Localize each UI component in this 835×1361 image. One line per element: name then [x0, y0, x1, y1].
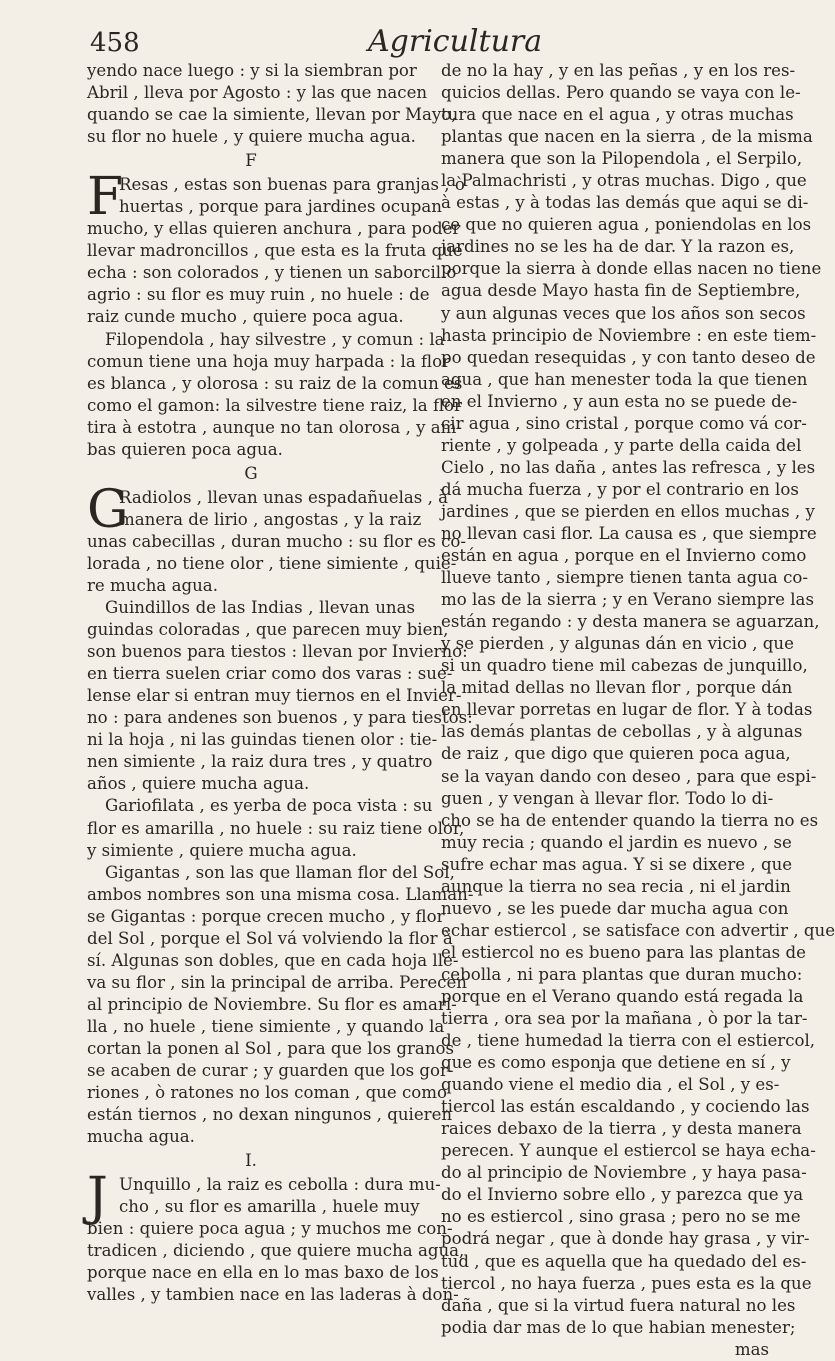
text-line: riones , ò ratones no los coman , que como [87, 1083, 447, 1103]
text-line: cortan la ponen al Sol , para que los granos [87, 1038, 455, 1058]
text-line: ambos nombres son una misma cosa. Llaman- [87, 884, 474, 904]
paragraph [87, 795, 465, 861]
text-line: están en agua , porque en el Invierno como [441, 546, 807, 566]
text-line: comun tiene una hoja muy harpada : la flor [87, 351, 450, 371]
text-line: plantas que nacen en la sierra , de la misma [441, 127, 813, 147]
section-letter: G [244, 463, 258, 483]
text-line: dá mucha fuerza , y por el contrario en los [441, 479, 799, 499]
text-line: la mitad dellas no llevan flor , porque dán [441, 678, 793, 698]
text-line: la Palmachristi , y otras muchas. Digo , que [441, 171, 807, 191]
text-line: cho se ha de entender quando la tierra no es [441, 810, 819, 830]
text-line: años , quiere mucha agua. [87, 774, 310, 794]
text-line: agua desde Mayo hasta fin de Septiembre, [441, 281, 801, 301]
text-line: en el Invierno , y aun esta no se puede de- [441, 391, 798, 411]
text-line: cir agua , sino cristal , porque como vá cor- [441, 413, 807, 433]
text-line: quando viene el medio dia , el Sol , y es- [441, 1075, 780, 1095]
text-line: Unquillo , la raiz es cebolla : dura mu- [119, 1175, 441, 1195]
text-line: están regando : y desta manera se aguarzan, [441, 612, 820, 632]
paragraph [87, 862, 474, 1149]
text-line: Guindillos de las Indias , llevan unas [105, 598, 415, 618]
text-line: en llevar porretas en lugar de flor. Y à todas [441, 700, 813, 720]
text-line: tierra , ora sea por la mañana , ò por la tar- [441, 1009, 808, 1029]
text-line: tira à estotra , aunque no tan olorosa , y am- [87, 417, 463, 437]
text-line: y simiente , quiere mucha agua. [87, 840, 357, 860]
text-line: valles , y tambien nace en las laderas à don- [87, 1285, 459, 1305]
paragraph [87, 60, 457, 148]
left-column [87, 60, 474, 1306]
text-line: son buenos para tiestos : llevan por Invierno: [87, 642, 468, 662]
text-line: lorada , no tiene olor , tiene simiente , quie- [87, 553, 457, 573]
text-line: ni la hoja , ni las guindas tienen olor : tie- [87, 730, 438, 750]
text-line: ce que no quieren agua , poniendolas en los [441, 215, 812, 235]
text-line: no : para andenes son buenos , y para tiestos: [87, 708, 473, 728]
text-line: va su flor , sin la principal de arriba. Perecen [87, 972, 467, 992]
text-line: unas cabecillas , duran mucho : su flor es co- [87, 531, 467, 551]
running-title: Agricultura [368, 24, 543, 59]
text-line: quando se cae la simiente, llevan por Mayo, [87, 105, 457, 125]
text-line: podia dar mas de lo que habian menester; [441, 1317, 796, 1337]
text-line: raiz cunde mucho , quiere poca agua. [87, 307, 404, 327]
text-line: sufre echar mas agua. Y si se dixere , que [441, 854, 793, 874]
text-line: porque en el Verano quando está regada la [441, 986, 804, 1006]
text-line: Cielo , no las daña , antes las refresca , y les [441, 457, 816, 477]
drop-cap: F [87, 167, 124, 228]
text-line: riente , y golpeada , y parte della caida del [441, 435, 802, 455]
text-line: lense elar si entran muy tiernos en el Invier- [87, 686, 462, 706]
text-line: de no la hay , y en las peñas , y en los res- [441, 61, 796, 80]
text-line: jardines , que se pierden en ellos muchas , y [441, 501, 815, 521]
text-line: guen , y vengan à llevar flor. Todo lo di- [441, 788, 774, 808]
text-line: muy recia ; quando el jardin es nuevo , se [441, 832, 792, 852]
text-line: tiercol las están escaldando , y cociendo las [441, 1097, 810, 1117]
text-line: y aun algunas veces que los años son secos [441, 303, 806, 323]
drop-cap-paragraph [87, 167, 465, 328]
text-line: lla , no huele , tiene simiente , y quando la [87, 1016, 445, 1036]
text-line: manera de lirio , angostas , y la raiz [119, 509, 422, 529]
page-header [0, 22, 800, 62]
text-line: nen simiente , la raiz dura tres , y quatro [87, 752, 433, 772]
text-line: echar estiercol , se satisface con advertir , que [441, 920, 835, 940]
text-line: mucha agua. [87, 1127, 195, 1147]
text-line: do el Invierno sobre ello , y parezca que ya [441, 1185, 804, 1205]
text-line: en tierra suelen criar como dos varas : sue- [87, 664, 453, 684]
text-line: nuevo , se les puede dar mucha agua con [441, 898, 789, 918]
text-line: raices debaxo de la tierra , y desta manera [441, 1119, 802, 1139]
text-line: quicios dellas. Pero quando se vaya con le- [441, 83, 801, 103]
text-line: daña , que si la virtud fuera natural no les [441, 1295, 796, 1315]
section-letter: I. [245, 1151, 257, 1171]
text-line: están tiernos , no dexan ningunos , quieren [87, 1105, 453, 1125]
text-line: es blanca , y olorosa : su raiz de la comun es [87, 373, 463, 393]
paragraph [87, 597, 473, 795]
text-line: cebolla , ni para plantas que duran mucho: [441, 964, 803, 984]
text-line: podrá negar , que à donde hay grasa , y vir- [441, 1229, 810, 1249]
drop-cap-paragraph [87, 479, 467, 597]
section-letter: F [245, 151, 257, 171]
right-column [441, 60, 835, 1361]
text-line: de , tiene humedad la tierra con el estiercol, [441, 1031, 816, 1051]
text-line: perecen. Y aunque el estiercol se haya echa- [441, 1141, 816, 1161]
text-line: llueve tanto , siempre tienen tanta agua co- [441, 568, 808, 588]
text-line: si un quadro tiene mil cabezas de junquillo, [441, 656, 808, 676]
text-line: aunque la tierra no sea recia , ni el jardin [441, 876, 791, 896]
text-line: flor es amarilla , no huele : su raiz tiene olor, [87, 818, 465, 838]
page-number: 458 [90, 28, 140, 58]
text-line: po quedan resequidas , y con tanto deseo de [441, 347, 816, 367]
text-line: Resas , estas son buenas para granjas , ò [119, 175, 465, 195]
text-line: se Gigantas : porque crecen mucho , y flor [87, 906, 445, 926]
text-line: hasta principio de Noviembre : en este tiem- [441, 325, 817, 345]
text-line: se acaben de curar ; y guarden que los gor- [87, 1061, 454, 1081]
text-line: el estiercol no es bueno para las plantas de [441, 942, 806, 962]
text-line: echa : son colorados , y tienen un saborcillo [87, 263, 457, 283]
text-line: Filopendola , hay silvestre , y comun : la [105, 329, 445, 349]
text-line: las demás plantas de cebollas , y à algunas [441, 722, 803, 742]
text-line: tiercol , no haya fuerza , pues esta es la que [441, 1273, 812, 1293]
text-line: tradicen , diciendo , que quiere mucha agua, [87, 1241, 465, 1261]
text-line: manera que son la Pilopendola , el Serpilo, [441, 149, 803, 169]
text-line: huertas , porque para jardines ocupan [119, 197, 442, 217]
text-line: cho , su flor es amarilla , huele muy [119, 1197, 420, 1217]
text-line: agua , que han menester toda la que tienen [441, 369, 808, 389]
text-line: à estas , y à todas las demás que aqui se di- [441, 193, 809, 213]
text-line: porque la sierra à donde ellas nacen no tiene [441, 259, 822, 279]
text-line: mucho, y ellas quieren anchura , para poder [87, 219, 461, 239]
text-line: llevar madroncillos , que esta es la fruta que [87, 241, 463, 261]
text-line: como el gamon: la silvestre tiene raiz, la flor [87, 395, 462, 415]
text-line: guindas coloradas , que parecen muy bien, [87, 620, 449, 640]
text-line: de raiz , que digo que quieren poca agua, [441, 744, 791, 764]
text-line: no llevan casi flor. La causa es , que siempre [441, 523, 817, 543]
text-line: tud , que es aquella que ha quedado del es- [441, 1251, 807, 1271]
text-line: Gariofilata , es yerba de poca vista : su [105, 796, 433, 816]
text-line: porque nace en ella en lo mas baxo de los [87, 1263, 439, 1283]
drop-cap-paragraph [87, 1167, 465, 1306]
text-line: Abril , lleva por Agosto : y las que nacen [87, 83, 428, 103]
text-line: agrio : su flor es muy ruin , no huele : de [87, 285, 430, 305]
paragraph [87, 329, 463, 461]
text-line: no es estiercol , sino grasa ; pero no se me [441, 1207, 801, 1227]
drop-cap: J [87, 1167, 108, 1228]
text-line: del Sol , porque el Sol vá volviendo la flor à [87, 928, 453, 948]
text-line: yendo nace luego : y si la siembran por [87, 61, 417, 80]
text-line: que es como esponja que detiene en sí , y [441, 1053, 791, 1073]
text-line: Radiolos , llevan unas espadañuelas , à [119, 487, 449, 507]
text-line: bien : quiere poca agua ; y muchos me con- [87, 1219, 453, 1239]
text-line: re mucha agua. [87, 575, 218, 595]
text-line: mas [734, 1339, 769, 1359]
text-line: al principio de Noviembre. Su flor es amari- [87, 994, 457, 1014]
text-line: tura que nace en el agua , y otras muchas [441, 105, 794, 125]
text-line: jardines no se les ha de dar. Y la razon es, [441, 237, 795, 257]
drop-cap: G [87, 479, 129, 540]
text-line: Gigantas , son las que llaman flor del Sol, [105, 862, 455, 882]
text-line: do al principio de Noviembre , y haya pasa- [441, 1163, 807, 1183]
text-line: bas quieren poca agua. [87, 439, 283, 459]
text-line: se la vayan dando con deseo , para que espi- [441, 766, 817, 786]
text-line: su flor no huele , y quiere mucha agua. [87, 127, 416, 147]
text-line: mo las de la sierra ; y en Verano siempre las [441, 590, 814, 610]
text-line: sí. Algunas son dobles, que en cada hoja lle- [87, 950, 459, 970]
text-line: y se pierden , y algunas dán en vicio , que [441, 634, 794, 654]
